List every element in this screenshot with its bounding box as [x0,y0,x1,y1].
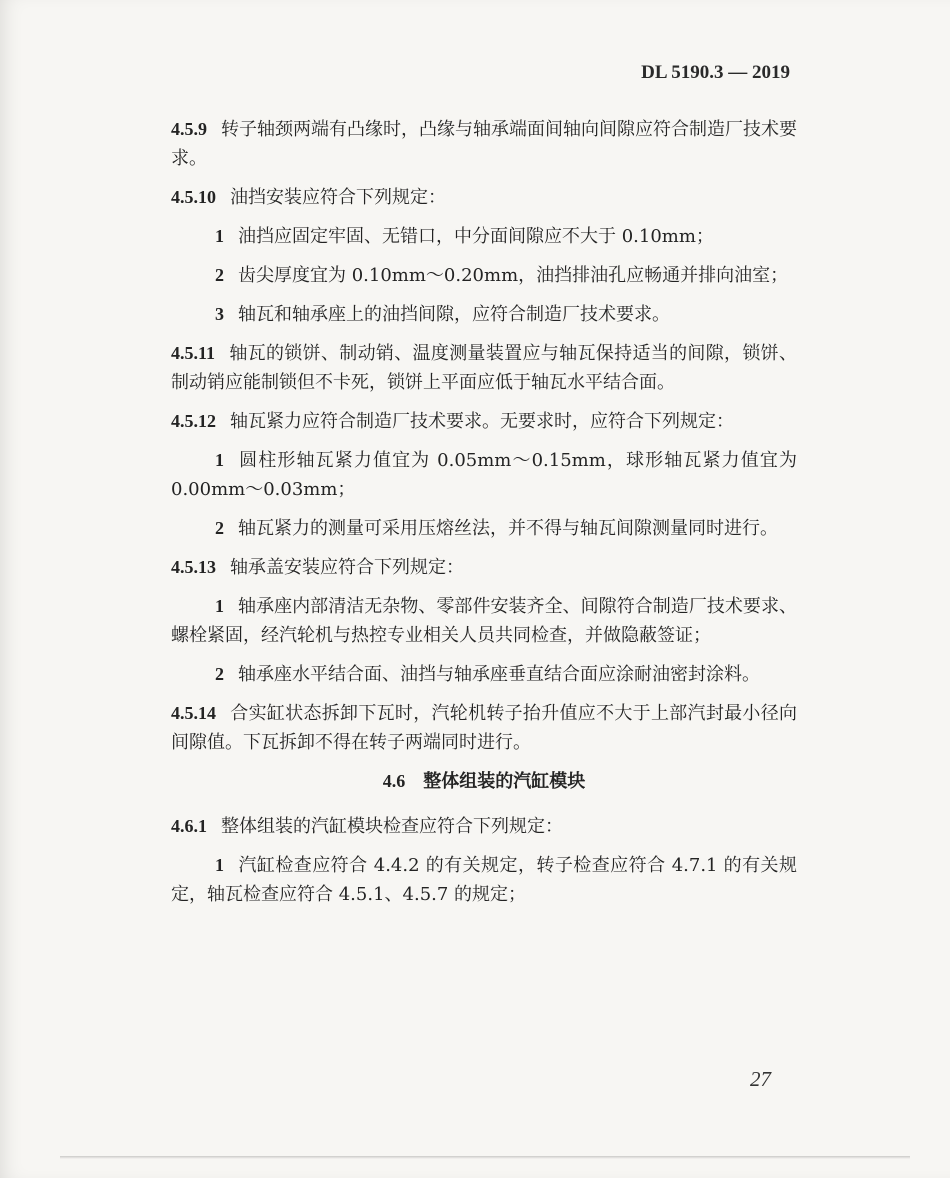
clause-number: 4.5.14 [171,703,216,723]
body-text [171,115,797,919]
clause-text: 轴瓦紧力应符合制造厂技术要求。无要求时，应符合下列规定： [230,411,734,432]
item-text: 圆柱形轴瓦紧力值宜为 0.05mm～0.15mm，球形轴瓦紧力值宜为 0.00mm～0.03mm； [171,450,797,500]
clause-text: 整体组装的汽缸模块检查应符合下列规定： [221,816,563,837]
clause-text: 转子轴颈两端有凸缘时，凸缘与轴承端面间轴向间隙应符合制造厂技术要求。 [171,119,797,169]
item-text: 齿尖厚度宜为 0.10mm～0.20mm，油挡排油孔应畅通并排向油室； [238,265,789,286]
list-item [171,300,797,329]
section-number: 4.6 [382,771,406,791]
list-item [171,851,797,909]
item-text: 轴瓦和轴承座上的油挡间隙，应符合制造厂技术要求。 [238,304,670,325]
clause-4-5-11 [171,339,797,397]
item-number: 2 [215,265,224,285]
clause-number: 4.6.1 [171,816,207,836]
clause-number: 4.5.12 [171,411,216,431]
list-item [171,514,797,543]
page-bottom-edge [60,1156,910,1159]
clause-4-5-13 [171,553,797,582]
item-number: 2 [215,664,224,684]
section-heading [171,767,797,796]
item-text: 轴承座水平结合面、油挡与轴承座垂直结合面应涂耐油密封涂料。 [238,664,760,685]
item-number: 2 [215,518,224,538]
document-code-header: DL 5190.3 — 2019 [641,62,790,83]
item-text: 轴承座内部清洁无杂物、零部件安装齐全、间隙符合制造厂技术要求、螺栓紧固，经汽轮机与热控专业相关人员共同检查，并做隐蔽签证； [171,596,797,646]
clause-4-5-9 [171,115,797,173]
item-text: 汽缸检查应符合 4.4.2 的有关规定，转子检查应符合 4.7.1 的有关规定，轴瓦检查应符合 4.5.1、4.5.7 的规定； [171,855,797,905]
item-number: 1 [215,596,224,616]
list-item [171,592,797,650]
section-title-text: 整体组装的汽缸模块 [423,771,586,792]
list-item [171,446,797,504]
list-item [171,261,797,290]
clause-text: 轴瓦的锁饼、制动销、温度测量装置应与轴瓦保持适当的间隙，锁饼、制动销应能制锁但不卡死，锁饼上平面应低于轴瓦水平结合面。 [171,343,797,393]
item-number: 1 [215,226,224,246]
clause-4-5-14 [171,699,797,757]
item-text: 油挡应固定牢固、无错口，中分面间隙应不大于 0.10mm； [238,226,714,247]
clause-number: 4.5.10 [171,187,216,207]
item-number: 1 [215,855,224,875]
clause-text: 油挡安装应符合下列规定： [230,187,446,208]
clause-4-5-10 [171,183,797,212]
list-item [171,660,797,689]
clause-4-5-12 [171,407,797,436]
page-number: 27 [750,1067,771,1091]
clause-number: 4.5.11 [171,343,216,363]
item-number: 3 [215,304,224,324]
clause-number: 4.5.9 [171,119,207,139]
clause-number: 4.5.13 [171,557,216,577]
item-number: 1 [215,450,224,470]
list-item [171,222,797,251]
clause-4-6-1 [171,812,797,841]
clause-text: 轴承盖安装应符合下列规定： [230,557,464,578]
clause-text: 合实缸状态拆卸下瓦时，汽轮机转子抬升值应不大于上部汽封最小径向间隙值。下瓦拆卸不得在转子两端同时进行。 [171,703,797,753]
item-text: 轴瓦紧力的测量可采用压熔丝法，并不得与轴瓦间隙测量同时进行。 [238,518,778,539]
